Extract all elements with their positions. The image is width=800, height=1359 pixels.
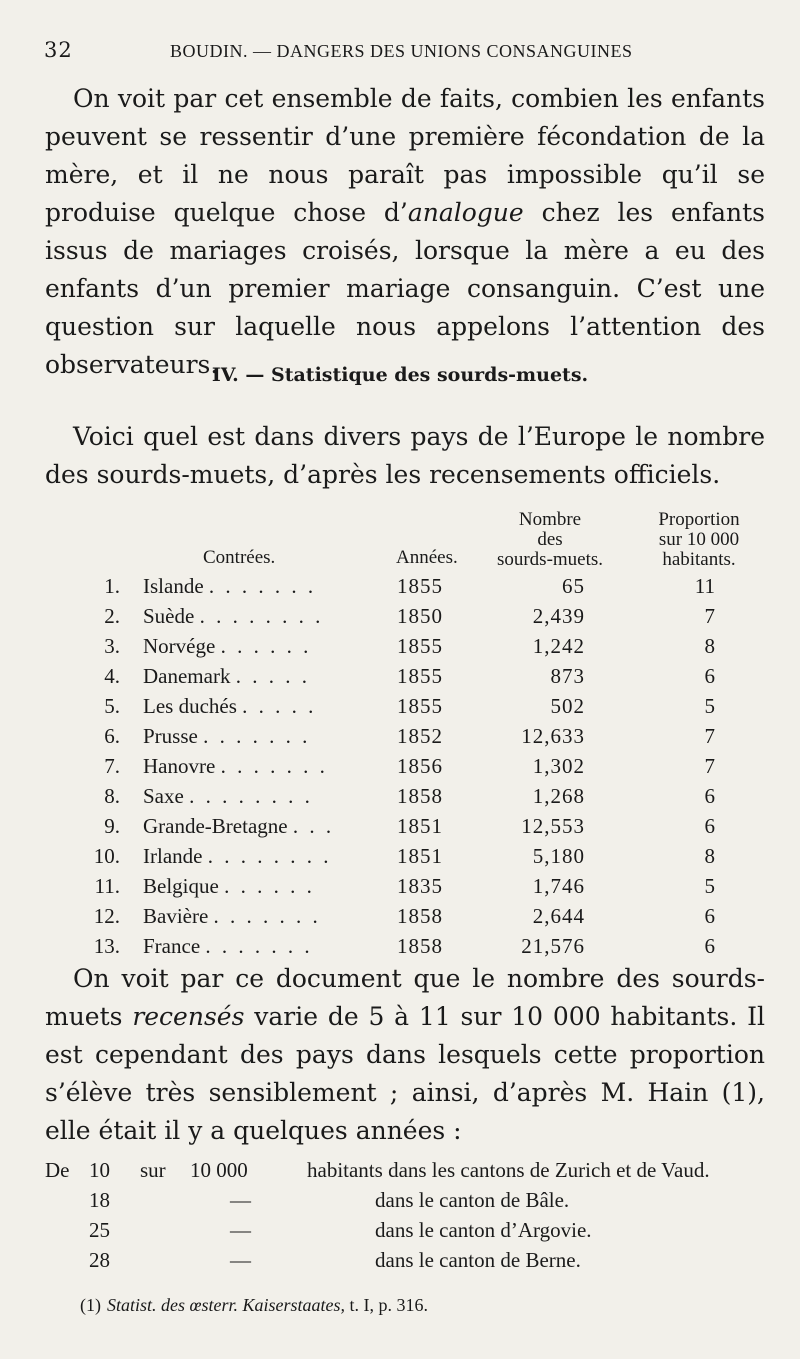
country-name: Suède bbox=[143, 604, 195, 628]
row-index: 9. bbox=[104, 814, 120, 838]
row-index: 6. bbox=[104, 724, 120, 748]
header-prop-line: sur 10 000 bbox=[658, 529, 740, 550]
page-number: 32 bbox=[44, 38, 73, 62]
leader-dots: . . . . . . . bbox=[220, 754, 328, 778]
footnote bbox=[80, 1295, 428, 1316]
table-row bbox=[45, 664, 765, 694]
section-title: IV. — Statistique des sourds-muets. bbox=[211, 364, 589, 386]
leader-dots: . . . . . . . bbox=[213, 904, 321, 928]
row-index: 4. bbox=[104, 664, 120, 688]
row-count: 2,439 bbox=[532, 604, 585, 628]
row-year: 1858 bbox=[397, 784, 443, 808]
row-country bbox=[143, 574, 373, 599]
header-count-line: sourds-muets. bbox=[496, 549, 604, 570]
row-index: 3. bbox=[104, 634, 120, 658]
row-index: 10. bbox=[93, 844, 120, 868]
row-count: 12,553 bbox=[521, 814, 585, 838]
header-country: Contrées. bbox=[203, 547, 276, 568]
leader-dots: . . . . . . . bbox=[205, 934, 313, 958]
country-name: Prusse bbox=[143, 724, 198, 748]
canton-base: 10 000 bbox=[190, 1158, 248, 1182]
table-row bbox=[45, 904, 765, 934]
emphasis-word: analogue bbox=[407, 198, 524, 227]
canton-rows bbox=[45, 1188, 775, 1278]
table-row bbox=[45, 634, 765, 664]
row-count: 1,302 bbox=[532, 754, 585, 778]
leader-dots: . . . . . . . . bbox=[207, 844, 332, 868]
canton-dash: — bbox=[230, 1218, 251, 1242]
page-header bbox=[40, 38, 760, 72]
row-country bbox=[143, 724, 373, 749]
canton-sur: sur bbox=[140, 1158, 166, 1182]
row-country bbox=[143, 814, 373, 839]
paragraph-text: varie de 5 à 11 sur 10 000 habitants. Il est cependant des pays dans lesquels cette proportion s’élève très sensiblement ; ainsi, d’après M. Hain (1), elle était il y a quelques années : bbox=[45, 1002, 765, 1145]
table-row bbox=[45, 874, 765, 904]
table-row bbox=[45, 724, 765, 754]
header-count bbox=[475, 510, 625, 570]
row-index: 12. bbox=[93, 904, 120, 928]
row-count: 5,180 bbox=[532, 844, 585, 868]
row-country bbox=[143, 874, 373, 899]
canton-text: habitants dans les cantons de Zurich et de Vaud. bbox=[307, 1158, 710, 1182]
canton-prefix: De bbox=[45, 1158, 70, 1182]
canton-count: 28 bbox=[89, 1248, 110, 1272]
header-prop-line: Proportion bbox=[658, 509, 740, 530]
row-year: 1852 bbox=[397, 724, 443, 748]
canton-row bbox=[45, 1158, 775, 1188]
header-proportion bbox=[639, 510, 759, 570]
table-row bbox=[45, 604, 765, 634]
row-proportion: 6 bbox=[704, 784, 715, 808]
footnote-text: Statist. des œsterr. Kaiserstaates, bbox=[107, 1295, 346, 1315]
canton-list bbox=[45, 1158, 775, 1278]
row-year: 1851 bbox=[397, 814, 443, 838]
country-name: Bavière bbox=[143, 904, 209, 928]
country-name: Islande bbox=[143, 574, 204, 598]
canton-text: dans le canton de Bâle. bbox=[375, 1188, 570, 1212]
row-country bbox=[143, 634, 373, 659]
row-country bbox=[143, 754, 373, 779]
table-row bbox=[45, 694, 765, 724]
row-proportion: 6 bbox=[704, 934, 715, 958]
row-proportion: 8 bbox=[704, 844, 715, 868]
row-proportion: 7 bbox=[704, 754, 715, 778]
header-count-line: des bbox=[537, 529, 563, 550]
row-year: 1850 bbox=[397, 604, 443, 628]
country-name: Norvége bbox=[143, 634, 216, 658]
row-count: 2,644 bbox=[532, 904, 585, 928]
table-row bbox=[45, 814, 765, 844]
row-proportion: 7 bbox=[704, 604, 715, 628]
row-year: 1856 bbox=[397, 754, 443, 778]
canton-count: 10 bbox=[89, 1158, 110, 1182]
leader-dots: . . . . . bbox=[235, 664, 310, 688]
row-proportion: 5 bbox=[704, 874, 715, 898]
country-name: France bbox=[143, 934, 201, 958]
table-row bbox=[45, 574, 765, 604]
leader-dots: . . . . . . . bbox=[203, 724, 311, 748]
row-proportion: 11 bbox=[694, 574, 715, 598]
leader-dots: . . . . . . . . bbox=[189, 784, 313, 808]
paragraph-text: chez les enfants issus de mariages croisés, lorsque la mère a eu des enfants d’un premier mariage consanguin. C’est une question sur laquelle nous appelons l’attention des observateurs. bbox=[45, 198, 766, 379]
country-name: Hanovre bbox=[143, 754, 216, 778]
country-name: Saxe bbox=[143, 784, 184, 808]
row-count: 21,576 bbox=[521, 934, 585, 958]
row-proportion: 6 bbox=[704, 814, 715, 838]
table-row bbox=[45, 754, 765, 784]
canton-count: 18 bbox=[89, 1188, 110, 1212]
row-index: 8. bbox=[104, 784, 120, 808]
row-year: 1855 bbox=[397, 694, 443, 718]
row-proportion: 6 bbox=[704, 904, 715, 928]
canton-text: dans le canton d’Argovie. bbox=[375, 1218, 592, 1242]
row-index: 5. bbox=[104, 694, 120, 718]
row-year: 1851 bbox=[397, 844, 443, 868]
table-row bbox=[45, 784, 765, 814]
row-index: 13. bbox=[93, 934, 120, 958]
footnote-ref: t. I, p. 316. bbox=[349, 1295, 429, 1315]
country-name: Danemark bbox=[143, 664, 231, 688]
row-count: 1,746 bbox=[532, 874, 585, 898]
row-proportion: 8 bbox=[704, 634, 715, 658]
header-years: Années. bbox=[396, 547, 458, 568]
paragraph-conclusion bbox=[45, 80, 765, 384]
row-count: 1,242 bbox=[532, 634, 585, 658]
leader-dots: . . . . . bbox=[242, 694, 317, 718]
row-index: 1. bbox=[104, 574, 120, 598]
canton-row bbox=[45, 1188, 775, 1218]
leader-dots: . . . . . . . . bbox=[199, 604, 324, 628]
paragraph-analysis bbox=[45, 960, 765, 1150]
row-country bbox=[143, 604, 373, 629]
row-country bbox=[143, 694, 373, 719]
row-count: 873 bbox=[550, 664, 585, 688]
row-count: 65 bbox=[562, 574, 585, 598]
row-count: 502 bbox=[550, 694, 585, 718]
header-prop-line: habitants. bbox=[662, 549, 736, 570]
row-proportion: 7 bbox=[704, 724, 715, 748]
canton-count: 25 bbox=[89, 1218, 110, 1242]
table-row bbox=[45, 844, 765, 874]
country-name: Belgique bbox=[143, 874, 219, 898]
canton-row bbox=[45, 1248, 775, 1278]
emphasis-word: recensés bbox=[132, 1002, 245, 1031]
table-header bbox=[45, 510, 765, 574]
row-count: 1,268 bbox=[532, 784, 585, 808]
running-title: BOUDIN. — DANGERS DES UNIONS CONSANGUINES bbox=[170, 41, 633, 61]
leader-dots: . . . . . . . bbox=[208, 574, 317, 598]
row-proportion: 6 bbox=[704, 664, 715, 688]
row-year: 1855 bbox=[397, 634, 443, 658]
row-index: 11. bbox=[94, 874, 120, 898]
header-count-line: Nombre bbox=[518, 509, 582, 530]
row-year: 1858 bbox=[397, 934, 443, 958]
row-country bbox=[143, 664, 373, 689]
country-name: Irlande bbox=[143, 844, 203, 868]
table-body bbox=[45, 574, 765, 964]
row-country bbox=[143, 784, 373, 809]
canton-row bbox=[45, 1218, 775, 1248]
country-name: Les duchés bbox=[143, 694, 237, 718]
country-name: Grande-Bretagne bbox=[143, 814, 288, 838]
footnote-number: (1) bbox=[80, 1295, 101, 1315]
row-country bbox=[143, 934, 373, 959]
row-year: 1855 bbox=[397, 574, 443, 598]
leader-dots: . . . . . . bbox=[224, 874, 315, 898]
paragraph-text: On voit par cet ensemble de faits, combien les enfants peuvent se ressentir d’une première fécondation de la mère, et il ne nous paraît pas impossible qu’il se produise quelque chose d’ bbox=[45, 84, 765, 227]
row-index: 2. bbox=[104, 604, 120, 628]
leader-dots: . . . . . . bbox=[220, 634, 312, 658]
row-country bbox=[143, 844, 373, 869]
canton-dash: — bbox=[230, 1248, 251, 1272]
row-index: 7. bbox=[104, 754, 120, 778]
row-count: 12,633 bbox=[521, 724, 585, 748]
paragraph-text: On voit par ce document que le nombre des sourds-muets bbox=[45, 964, 765, 1031]
leader-dots: . . . bbox=[292, 814, 335, 838]
row-year: 1858 bbox=[397, 904, 443, 928]
row-country bbox=[143, 904, 373, 929]
row-year: 1855 bbox=[397, 664, 443, 688]
canton-text: dans le canton de Berne. bbox=[375, 1248, 581, 1272]
paragraph-intro: Voici quel est dans divers pays de l’Europe le nombre des sourds-muets, d’après les recensements officiels. bbox=[45, 422, 765, 489]
row-proportion: 5 bbox=[704, 694, 715, 718]
canton-dash: — bbox=[230, 1188, 251, 1212]
statistics-table bbox=[45, 510, 765, 964]
row-year: 1835 bbox=[397, 874, 443, 898]
